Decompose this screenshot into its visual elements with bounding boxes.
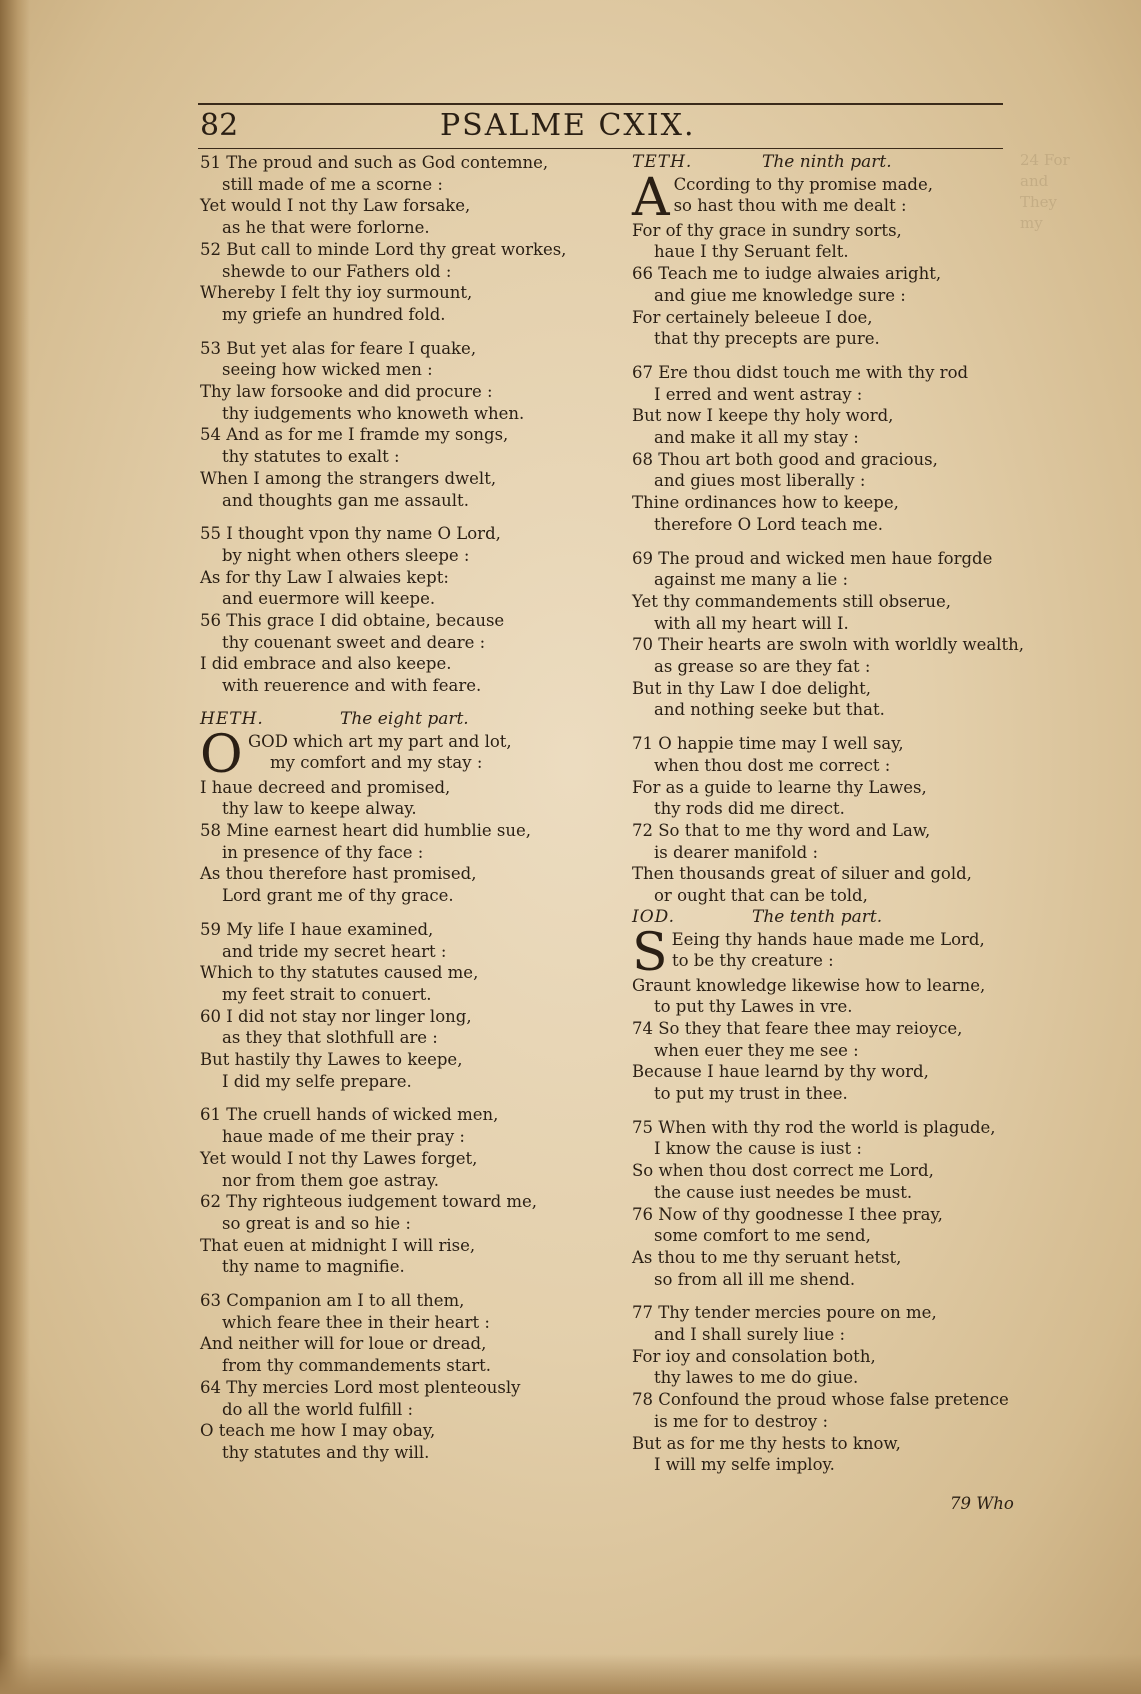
verse-line: But in thy Law I doe delight,: [632, 678, 871, 698]
running-head: PSALME CXIX.: [440, 108, 696, 143]
verse-block: [632, 548, 1032, 722]
verse-line: therefore O Lord teach me.: [654, 514, 883, 534]
verse-line: I did embrace and also keepe.: [200, 654, 452, 674]
verse-line: O teach me how I may obay,: [200, 1421, 436, 1441]
verse-line: Eeing thy hands haue made me Lord,: [671, 929, 985, 949]
page-number: 82: [200, 108, 239, 143]
verse-line: or ought that can be told,: [654, 886, 868, 906]
verse-line: from thy commandements start.: [222, 1356, 491, 1376]
verse-line: is me for to destroy :: [654, 1411, 828, 1431]
verse-line: I will my selfe imploy.: [654, 1455, 835, 1475]
verse-line: Lord grant me of thy grace.: [222, 886, 454, 906]
right-column: [632, 152, 1032, 1476]
verse-line: I know the cause is iust :: [654, 1139, 862, 1159]
drop-cap-stanza: [200, 724, 600, 785]
verse-line: For ioy and consolation both,: [632, 1346, 876, 1366]
verse-line: 70 Their hearts are swoln with worldly wealth,: [632, 635, 1024, 655]
verse-block: [632, 362, 1032, 536]
drop-cap-stanza: [632, 922, 1032, 983]
header-underline: [198, 148, 1003, 149]
verse-line: which feare thee in their heart :: [222, 1312, 490, 1332]
verse-line: Yet would I not thy Lawes forget,: [200, 1148, 478, 1168]
verse-line: so from all ill me shend.: [654, 1269, 856, 1289]
verse-line: so hast thou with me dealt :: [673, 196, 907, 216]
verse-line: GOD which art my part and lot,: [248, 731, 512, 751]
drop-cap: A: [632, 167, 670, 228]
verse-line: haue I thy Seruant felt.: [654, 242, 849, 262]
verse-line: 58 Mine earnest heart did humblie sue,: [200, 820, 532, 840]
verse-line: 60 I did not stay nor linger long,: [200, 1006, 472, 1026]
verse-line: nor from them goe astray.: [222, 1170, 439, 1190]
verse-block: [200, 1290, 600, 1464]
verse-line: Graunt knowledge likewise how to learne,: [632, 975, 986, 995]
verse-line: Thine ordinances how to keepe,: [632, 493, 899, 513]
verse-line: shewde to our Fathers old :: [222, 261, 452, 281]
verse-line: 76 Now of thy goodnesse I thee pray,: [632, 1204, 943, 1224]
verse-block: [632, 733, 1032, 907]
verse-line: some comfort to me send,: [654, 1226, 871, 1246]
verse-block: [200, 152, 600, 326]
verse-line: 69 The proud and wicked men haue forgde: [632, 548, 993, 568]
drop-cap-stanza: [632, 167, 1032, 228]
verse-line: 78 Confound the proud whose false pretence: [632, 1390, 1009, 1410]
drop-cap: O: [200, 724, 243, 785]
verse-line: 71 O happie time may I well say,: [632, 734, 904, 754]
verse-line: As thou therefore hast promised,: [200, 864, 477, 884]
verse-line: and giue me knowledge sure :: [654, 285, 906, 305]
verse-line: thy statutes and thy will.: [222, 1442, 430, 1462]
verse-line: so great is and so hie :: [222, 1213, 411, 1233]
verse-line: 61 The cruell hands of wicked men,: [200, 1105, 499, 1125]
verse-line: 66 Teach me to iudge alwaies aright,: [632, 264, 942, 284]
verse-line: as they that slothfull are :: [222, 1028, 438, 1048]
bleed-through-text: 24 For and They my: [1020, 151, 1070, 232]
page-bottom-shadow: [0, 1654, 1141, 1694]
page-gutter-shadow: [0, 0, 30, 1694]
section-name: TETH.: [632, 152, 693, 172]
verse-line: But as for me thy hests to know,: [632, 1433, 901, 1453]
verse-line: When I among the strangers dwelt,: [200, 468, 497, 488]
section-label: The tenth part.: [752, 906, 883, 927]
verse-line: that thy precepts are pure.: [654, 329, 880, 349]
verse-line: when euer they me see :: [654, 1040, 859, 1060]
verse-line: is dearer manifold :: [654, 842, 819, 862]
verse-line: But hastily thy Lawes to keepe,: [200, 1050, 463, 1070]
section-heading: [632, 907, 1032, 929]
section-label: The eight part.: [340, 708, 469, 729]
verse-line: thy iudgements who knoweth when.: [222, 403, 525, 423]
verse-line: 54 And as for me I framde my songs,: [200, 425, 509, 445]
section-heading: [632, 152, 1032, 174]
verse-line: haue made of me their pray :: [222, 1127, 465, 1147]
verse-line: 56 This grace I did obtaine, because: [200, 611, 505, 631]
verse-line: when thou dost me correct :: [654, 755, 891, 775]
verse-line: and giues most liberally :: [654, 471, 866, 491]
verse-line: and nothing seeke but that.: [654, 700, 885, 720]
verse-line: 63 Companion am I to all them,: [200, 1291, 465, 1311]
verse-line: And neither will for loue or dread,: [200, 1334, 487, 1354]
verse-block: [200, 338, 600, 512]
verse-line: For certainely beleeue I doe,: [632, 307, 873, 327]
verse-line: 51 The proud and such as God contemne,: [200, 153, 549, 172]
verse-line: and thoughts gan me assault.: [222, 490, 469, 510]
verse-line: against me many a lie :: [654, 570, 849, 590]
verse-line: to be thy creature :: [672, 951, 834, 971]
verse-line: thy statutes to exalt :: [222, 447, 400, 467]
verse-block: [632, 220, 1032, 350]
section-label: The ninth part.: [762, 152, 892, 172]
verse-block: [632, 1302, 1032, 1476]
verse-line: with all my heart will I.: [654, 613, 849, 633]
section-heading: [200, 709, 600, 731]
verse-line: 77 Thy tender mercies poure on me,: [632, 1303, 937, 1323]
section-name: IOD.: [632, 906, 676, 927]
verse-line: 62 Thy righteous iudgement toward me,: [200, 1192, 538, 1212]
verse-block: [200, 777, 600, 907]
verse-line: seeing how wicked men :: [222, 360, 433, 380]
verse-line: in presence of thy face :: [222, 842, 424, 862]
verse-line: my griefe an hundred fold.: [222, 304, 446, 324]
verse-block: [200, 523, 600, 697]
verse-line: 52 But call to minde Lord thy great workes,: [200, 239, 567, 259]
verse-line: Whereby I felt thy ioy surmount,: [200, 283, 473, 303]
verse-line: 74 So they that feare thee may reioyce,: [632, 1018, 963, 1038]
section-name: HETH.: [200, 708, 264, 729]
verse-line: and euermore will keepe.: [222, 589, 436, 609]
verse-line: As for thy Law I alwaies kept:: [200, 567, 449, 587]
verse-line: still made of me a scorne :: [222, 174, 443, 194]
verse-line: thy lawes to me do giue.: [654, 1368, 859, 1388]
verse-line: 75 When with thy rod the world is plagude,: [632, 1117, 996, 1137]
verse-block: [632, 975, 1032, 1105]
verse-line: and make it all my stay :: [654, 428, 859, 448]
verse-line: with reuerence and with feare.: [222, 676, 482, 696]
verse-line: 64 Thy mercies Lord most plenteously: [200, 1377, 521, 1397]
verse-block: [200, 919, 600, 1093]
verse-line: So when thou dost correct me Lord,: [632, 1161, 934, 1181]
verse-line: Which to thy statutes caused me,: [200, 963, 479, 983]
verse-line: by night when others sleepe :: [222, 545, 470, 565]
verse-line: 67 Ere thou didst touch me with thy rod: [632, 362, 969, 382]
verse-line: my feet strait to conuert.: [222, 984, 432, 1004]
verse-line: I did my selfe prepare.: [222, 1071, 412, 1091]
verse-line: But now I keepe thy holy word,: [632, 406, 894, 426]
verse-line: For of thy grace in sundry sorts,: [632, 220, 902, 240]
verse-line: thy rods did me direct.: [654, 799, 845, 819]
verse-line: to put thy Lawes in vre.: [654, 997, 853, 1017]
verse-line: 55 I thought vpon thy name O Lord,: [200, 524, 501, 544]
verse-line: thy couenant sweet and deare :: [222, 632, 486, 652]
verse-line: Because I haue learnd by thy word,: [632, 1062, 929, 1082]
drop-cap: S: [632, 922, 668, 983]
verse-line: do all the world fulfill :: [222, 1399, 414, 1419]
verse-line: I erred and went astray :: [654, 384, 863, 404]
verse-line: 53 But yet alas for feare I quake,: [200, 338, 477, 358]
verse-line: That euen at midnight I will rise,: [200, 1235, 476, 1255]
verse-line: as he that were forlorne.: [222, 218, 430, 238]
verse-line: Ccording to thy promise made,: [673, 174, 933, 194]
verse-line: 59 My life I haue examined,: [200, 919, 434, 939]
verse-line: the cause iust needes be must.: [654, 1182, 913, 1202]
verse-line: to put my trust in thee.: [654, 1084, 848, 1104]
verse-line: 72 So that to me thy word and Law,: [632, 820, 931, 840]
verse-block: [200, 1104, 600, 1278]
verse-line: Then thousands great of siluer and gold,: [632, 864, 972, 884]
verse-line: I haue decreed and promised,: [200, 777, 451, 797]
verse-line: As thou to me thy seruant hetst,: [632, 1247, 902, 1267]
left-column: [200, 152, 600, 1464]
header-rule: [198, 103, 1003, 105]
verse-block: [632, 1117, 1032, 1291]
verse-line: as grease so are they fat :: [654, 657, 871, 677]
verse-line: 68 Thou art both good and gracious,: [632, 449, 938, 469]
verse-line: thy name to magnifie.: [222, 1257, 405, 1277]
catchword: 79 Who: [950, 1494, 1014, 1513]
verse-line: thy law to keepe alway.: [222, 799, 417, 819]
verse-line: For as a guide to learne thy Lawes,: [632, 777, 927, 797]
verse-line: my comfort and my stay :: [270, 753, 483, 773]
verse-line: Thy law forsooke and did procure :: [200, 382, 493, 402]
verse-line: and I shall surely liue :: [654, 1325, 846, 1345]
verse-line: Yet would I not thy Law forsake,: [200, 196, 471, 216]
verse-line: and tride my secret heart :: [222, 941, 447, 961]
verse-line: Yet thy commandements still obserue,: [632, 591, 951, 611]
